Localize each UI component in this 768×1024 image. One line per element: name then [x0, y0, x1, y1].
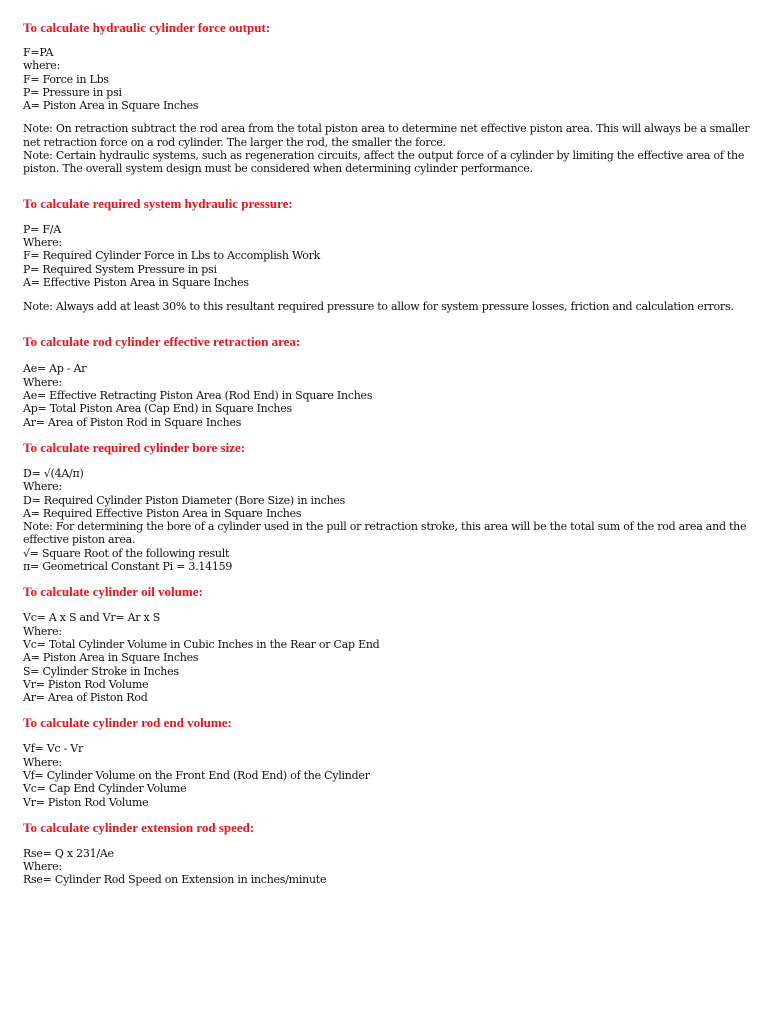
definition-line: Ar= Area of Piston Rod in Square Inches: [23, 415, 242, 429]
section-force-output: [23, 21, 753, 176]
section-heading: To calculate required cylinder bore size:: [23, 439, 246, 455]
formula-line: Ae= Ap - Ar: [23, 362, 87, 376]
definition-line: A= Piston Area in Square Inches: [23, 651, 199, 665]
definition-line: Rse= Cylinder Rod Speed on Extension in inches/minute: [23, 873, 327, 887]
section-heading: To calculate hydraulic cylinder force output:: [23, 20, 271, 35]
note-paragraph: Note: Always add at least 30% to this resultant required pressure to allow for system pressure losses, friction and calculation errors.: [23, 300, 734, 314]
section-oil-volume: [23, 585, 753, 704]
definition-line: Vr= Piston Rod Volume: [23, 795, 149, 809]
formula-block: [23, 362, 753, 428]
definition-line: √= Square Root of the following result: [23, 546, 230, 560]
where-line: Where:: [23, 235, 62, 249]
definition-line: Ar= Area of Piston Rod: [23, 691, 148, 705]
definition-line: F= Required Cylinder Force in Lbs to Accomplish Work: [23, 249, 321, 263]
notes-block: [23, 300, 753, 313]
where-line: Where:: [23, 375, 62, 389]
formula-line: Vf= Vc - Vr: [23, 742, 83, 756]
notes-block: [23, 122, 753, 175]
section-retraction-area: [23, 335, 753, 428]
section-heading: To calculate rod cylinder effective retraction area:: [23, 334, 301, 350]
definition-line: D= Required Cylinder Piston Diameter (Bore Size) in inches: [23, 493, 346, 507]
definition-line: P= Pressure in psi: [23, 85, 122, 99]
formula-line: F=PA: [23, 46, 54, 59]
definition-line: P= Required System Pressure in psi: [23, 262, 217, 276]
section-system-pressure: [23, 197, 753, 314]
formula-block: [23, 611, 753, 704]
document-page: [23, 21, 753, 887]
formula-line: Vc= A x S and Vr= Ar x S: [23, 611, 161, 625]
formula-block: [23, 847, 753, 887]
definition-line: A= Piston Area in Square Inches: [23, 99, 199, 113]
definition-line: Vf= Cylinder Volume on the Front End (Rod End) of the Cylinder: [23, 768, 370, 782]
section-heading: To calculate cylinder rod end volume:: [23, 715, 232, 731]
where-line: Where:: [23, 624, 62, 638]
definition-line: A= Effective Piston Area in Square Inches: [23, 275, 249, 289]
where-line: Where:: [23, 480, 62, 494]
note-paragraph: Note: Certain hydraulic systems, such as regeneration circuits, affect the output force of a cylinder by limiting the effective area of the piston. The overall system design must be considered when determining cylinder performance.: [23, 149, 745, 176]
formula-block: [23, 467, 753, 573]
section-heading: To calculate required system hydraulic pressure:: [23, 195, 293, 211]
where-line: Where:: [23, 755, 62, 769]
definition-line: Ap= Total Piston Area (Cap End) in Square Inches: [23, 402, 292, 416]
section-rod-end-volume: [23, 716, 753, 808]
formula-line: Rse= Q x 231/Ae: [23, 846, 114, 860]
definition-line: Vc= Total Cylinder Volume in Cubic Inches in the Rear or Cap End: [23, 637, 380, 651]
section-extension-rod-speed: [23, 821, 753, 887]
note-paragraph: Note: For determining the bore of a cylinder used in the pull or retraction stroke, this area will be the total sum of the rod area and the effective piston area.: [23, 520, 747, 547]
where-line: Where:: [23, 860, 62, 874]
definition-line: Vr= Piston Rod Volume: [23, 677, 149, 691]
formula-block: [23, 223, 753, 289]
formula-line: D= √(4A/π): [23, 466, 84, 480]
section-heading: To calculate cylinder extension rod speed:: [23, 819, 255, 835]
definition-line: A= Required Effective Piston Area in Square Inches: [23, 506, 302, 520]
section-bore-size: [23, 441, 753, 573]
formula-block: [23, 742, 753, 808]
definition-line: F= Force in Lbs: [23, 72, 109, 86]
definition-line: S= Cylinder Stroke in Inches: [23, 664, 179, 678]
formula-block: [23, 46, 753, 112]
definition-line: Vc= Cap End Cylinder Volume: [23, 782, 187, 796]
definition-line: π= Geometrical Constant Pi = 3.14159: [23, 560, 233, 574]
where-line: where:: [23, 59, 60, 73]
section-heading: To calculate cylinder oil volume:: [23, 584, 203, 600]
definition-line: Ae= Effective Retracting Piston Area (Rod End) in Square Inches: [23, 389, 373, 403]
formula-line: P= F/A: [23, 222, 61, 236]
note-paragraph: Note: On retraction subtract the rod area from the total piston area to determine net effective piston area. This will always be a smaller net retraction force on a rod cylinder. The larger the rod, the smaller the force.: [23, 122, 750, 149]
